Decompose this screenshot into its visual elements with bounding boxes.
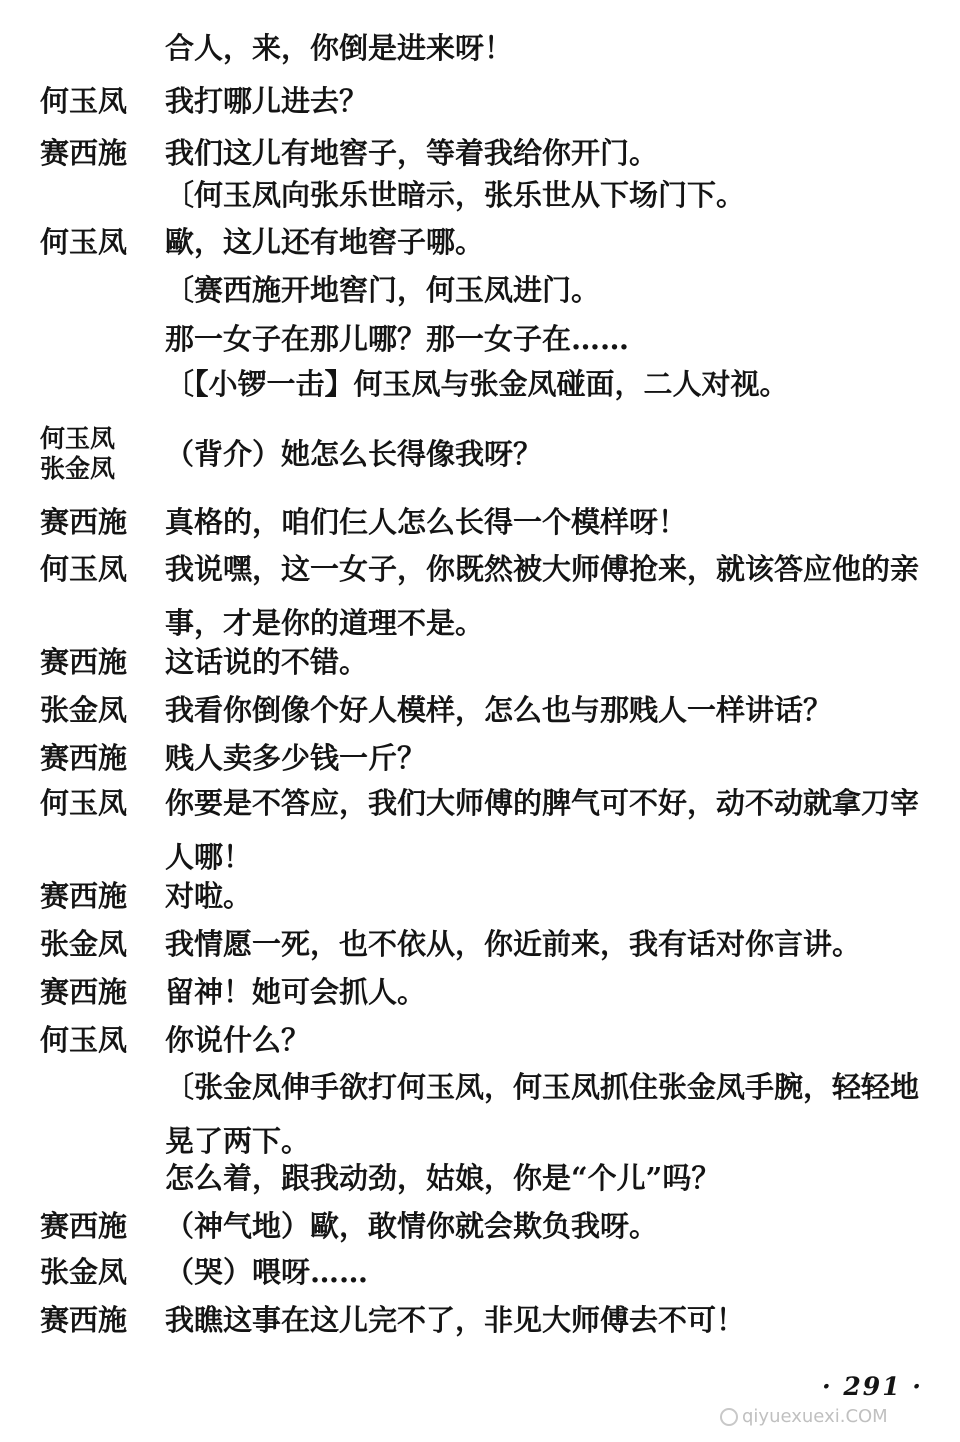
line-text: 我情愿一死，也不依从，你近前来，我有话对你言讲。	[165, 927, 862, 961]
speaker-pair	[40, 424, 150, 484]
watermark-text: qiyuexuexi.COM	[742, 1406, 888, 1427]
line-text: 真格的，咱们仨人怎么长得一个模样呀！	[165, 505, 688, 539]
speaker-name: 赛西施	[40, 645, 128, 679]
speaker-name: 何玉凤	[40, 225, 128, 259]
speaker-name: 张金凤	[40, 927, 128, 961]
speaker-name: 何玉凤	[40, 552, 128, 586]
line-text: 我们这儿有地窖子，等着我给你开门。	[165, 136, 659, 170]
line-text: （背介）她怎么长得像我呀？	[165, 437, 543, 471]
line-text: （哭）喂呀……	[165, 1255, 369, 1289]
line-text: 对啦。	[165, 879, 253, 913]
speaker-name: 何玉凤	[40, 84, 128, 118]
stage-direction-text: 〔何玉凤向张乐世暗示，张乐世从下场门下。	[165, 178, 746, 212]
speaker-name: 赛西施	[40, 741, 128, 775]
speaker-name: 赛西施	[40, 136, 128, 170]
line-text: 我说嘿，这一女子，你既然被大师傅抢来，就该答应他的亲事，才是你的道理不是。	[165, 552, 920, 640]
line-text: 你要是不答应，我们大师傅的脾气可不好，动不动就拿刀宰人哪！	[165, 786, 920, 874]
speaker-name: 赛西施	[40, 1209, 128, 1243]
speaker-name: 赛西施	[40, 505, 128, 539]
watermark	[720, 1406, 888, 1427]
speaker-name: 何玉凤	[40, 786, 128, 820]
line-text: 我打哪儿进去？	[165, 84, 369, 118]
line-text: 贱人卖多少钱一斤？	[165, 741, 427, 775]
line-text: 怎么着，跟我动劲，姑娘，你是“个儿”吗？	[165, 1161, 721, 1195]
speaker-name: 张金凤	[40, 454, 116, 483]
line-text: 合人，来，你倒是进来呀！	[165, 31, 514, 65]
speaker-name: 张金凤	[40, 693, 128, 727]
line-text: 留神！她可会抓人。	[165, 975, 427, 1009]
speaker-name: 何玉凤	[40, 1023, 128, 1057]
line-text: 你说什么？	[165, 1023, 311, 1057]
line-text: 歐，这儿还有地窖子哪。	[165, 225, 485, 259]
speaker-name: 赛西施	[40, 879, 128, 913]
line-text: 那一女子在那儿哪？那一女子在……	[165, 322, 630, 356]
speaker-name: 赛西施	[40, 1303, 128, 1337]
line-text: （神气地）歐，敢情你就会欺负我呀。	[165, 1209, 659, 1243]
line-text: 我看你倒像个好人模样，怎么也与那贱人一样讲话？	[165, 693, 833, 727]
stage-direction-text: 〔【小锣一击】何玉凤与张金凤碰面，二人对视。	[165, 367, 789, 401]
speaker-name: 张金凤	[40, 1255, 128, 1289]
speaker-name: 何玉凤	[40, 424, 116, 453]
line-text: 这话说的不错。	[165, 645, 369, 679]
speaker-name: 赛西施	[40, 975, 128, 1009]
line-text: 我瞧这事在这儿完不了，非见大师傅去不可！	[165, 1303, 746, 1337]
stage-direction-text: 〔赛西施开地窖门，何玉凤进门。	[165, 273, 601, 307]
page-number: · 291 ·	[822, 1372, 923, 1401]
stage-direction-text: 〔张金凤伸手欲打何玉凤，何玉凤抓住张金凤手腕，轻轻地晃了两下。	[165, 1070, 920, 1158]
watermark-logo-icon	[720, 1408, 738, 1426]
